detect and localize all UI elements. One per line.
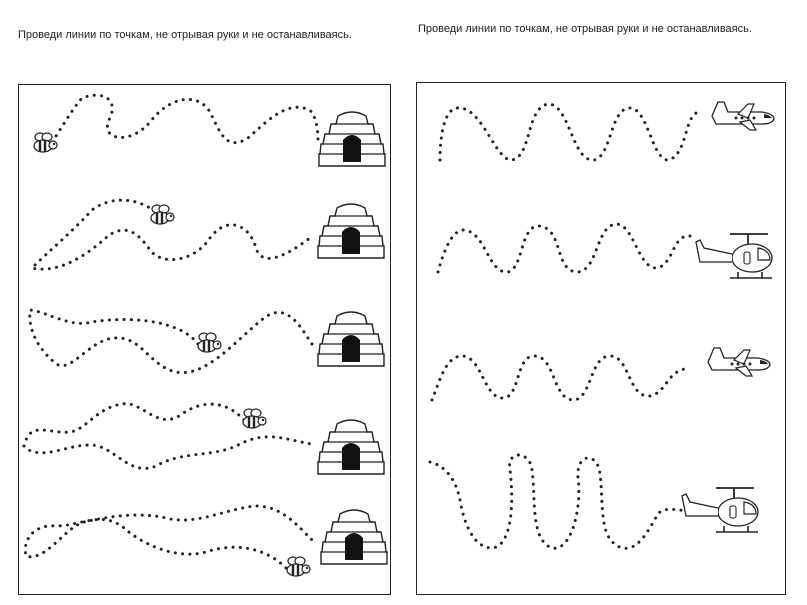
- bee-picture: [151, 205, 174, 224]
- bee-picture: [34, 133, 57, 152]
- beehive-picture: [318, 312, 384, 366]
- beehive-picture: [318, 204, 384, 258]
- right-dotted-paths: [430, 104, 700, 548]
- helicopter-picture: [696, 234, 772, 278]
- beehive-picture: [318, 420, 384, 474]
- beehive-picture: [319, 112, 385, 166]
- instruction-left: Проведи линии по точкам, не отрывая руки и не останавливаясь.: [18, 29, 352, 41]
- airplane-picture: [712, 102, 774, 130]
- helicopter-picture: [682, 488, 758, 532]
- instruction-right: Проведи линии по точкам, не отрывая руки и не останавливаясь.: [418, 23, 752, 35]
- bee-picture: [243, 409, 266, 428]
- airplane-picture: [708, 348, 770, 376]
- bee-picture: [198, 333, 221, 352]
- beehive-picture: [321, 510, 387, 564]
- bee-picture: [287, 557, 310, 576]
- left-dotted-paths: [24, 95, 318, 568]
